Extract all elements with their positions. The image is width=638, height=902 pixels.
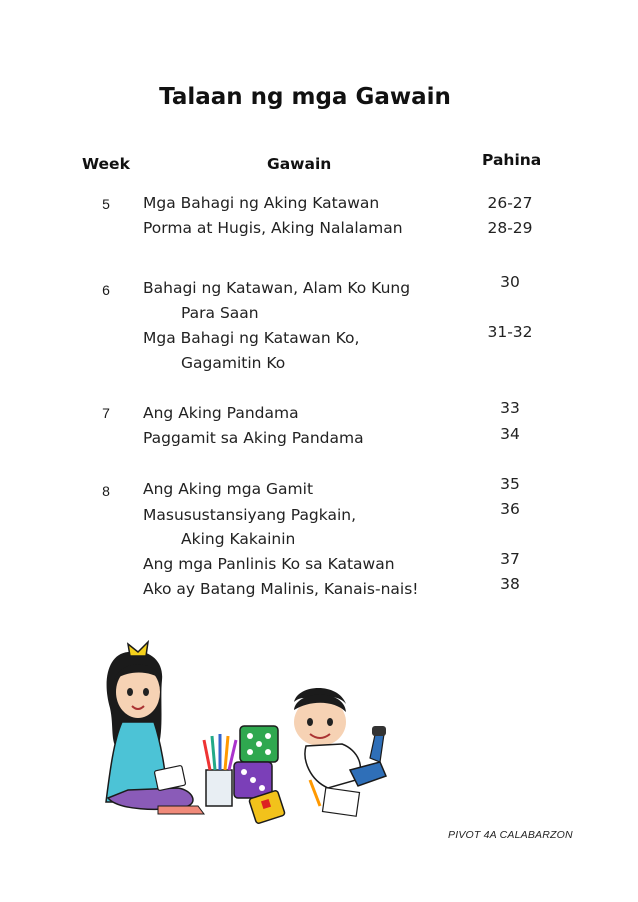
activity-item: Masusustansiyang Pagkain,	[143, 506, 357, 524]
activity-item-continued: Gagamitin Ko	[181, 354, 286, 372]
activity-item-continued: Aking Kakainin	[181, 530, 296, 548]
page-range: 28-29	[487, 219, 533, 237]
page-range: 26-27	[487, 194, 533, 212]
week-number: 8	[102, 483, 110, 499]
header-gawain: Gawain	[267, 155, 332, 173]
activity-item: Ang mga Panlinis Ko sa Katawan	[143, 555, 395, 573]
dice-stack	[234, 726, 285, 824]
page-range: 31-32	[487, 323, 533, 341]
activity-item: Mga Bahagi ng Katawan Ko,	[143, 329, 360, 347]
activity-item: Ang Aking mga Gamit	[143, 480, 314, 498]
activity-item: Porma at Hugis, Aking Nalalaman	[143, 219, 403, 237]
header-week: Week	[82, 155, 130, 173]
week-number: 5	[102, 196, 110, 212]
boy-figure	[294, 688, 386, 816]
activity-item-continued: Para Saan	[181, 304, 259, 322]
page-range: 38	[500, 575, 520, 593]
header-pahina: Pahina	[482, 151, 542, 169]
page-range: 37	[500, 550, 520, 568]
activity-item: Mga Bahagi ng Aking Katawan	[143, 194, 380, 212]
week-number: 7	[102, 405, 110, 421]
page-range: 36	[500, 500, 520, 518]
week-number: 6	[102, 282, 110, 298]
children-illustration	[88, 630, 398, 830]
page-range: 33	[500, 399, 520, 417]
activity-item: Ang Aking Pandama	[143, 404, 299, 422]
page-title: Talaan ng mga Gawain	[159, 84, 451, 110]
activity-item: Bahagi ng Katawan, Alam Ko Kung	[143, 279, 411, 297]
page-range: 30	[500, 273, 520, 291]
page-range: 34	[500, 425, 520, 443]
activity-item: Ako ay Batang Malinis, Kanais-nais!	[143, 580, 419, 598]
girl-figure	[106, 642, 204, 814]
activity-item: Paggamit sa Aking Pandama	[143, 429, 364, 447]
page-range: 35	[500, 475, 520, 493]
footer-label: PIVOT 4A CALABARZON	[448, 829, 573, 841]
crayon-cup	[204, 734, 236, 806]
